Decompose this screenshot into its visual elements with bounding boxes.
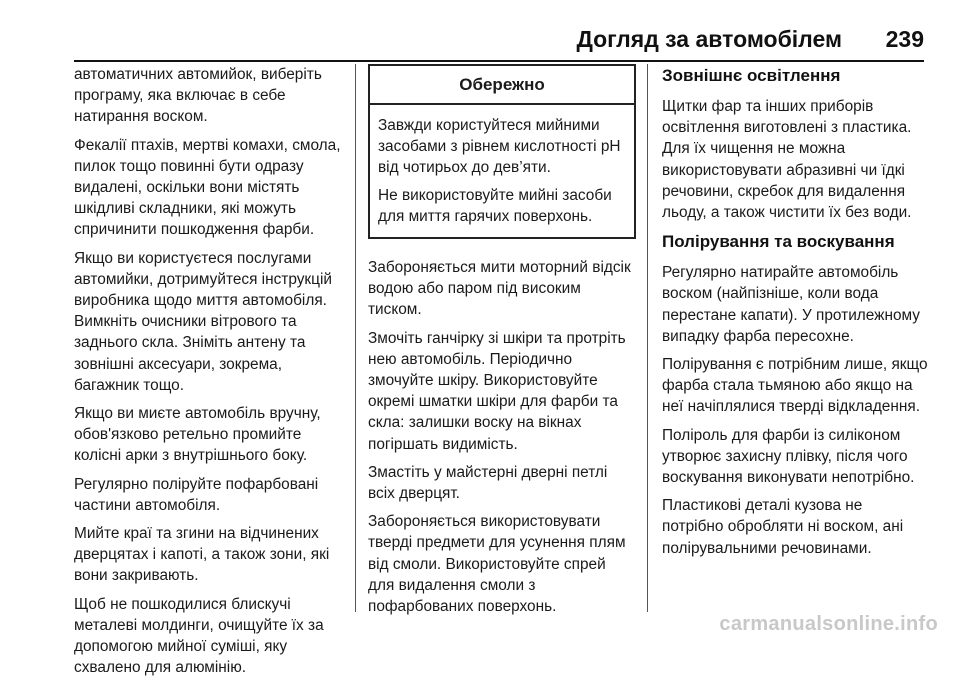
paragraph: Полірування є потрібним лише, якщо фарба стала тьмяною або якщо на неї начіплялися тверді відкладення. (662, 356, 928, 416)
section-heading-polishing: Полірування та воскування (662, 232, 895, 252)
caution-body (370, 105, 634, 237)
column-divider (355, 64, 356, 612)
paragraph: Щоб не пошкодилися блискучі металеві молдинги, очищуйте їх за допомогою мийної суміші, яку схвалено для алюмінію. (74, 595, 324, 677)
paragraph: Якщо ви миєте автомобіль вручну, обов'язково ретельно промийте колісні арки з внутрішнього боку. (74, 405, 321, 465)
caution-title: Обережно (370, 66, 634, 105)
paragraph: Фекалії птахів, мертві комахи, смола, пилок тощо повинні бути одразу видалені, оскільки вони містять шкідливі складники, які можуть спричинити пошкодження фарби. (74, 136, 341, 239)
column-right (662, 64, 928, 566)
paragraph: Змастіть у майстерні дверні петлі всіх дверцят. (368, 463, 608, 503)
column-middle (368, 64, 636, 624)
paragraph: Якщо ви користуєтеся послугами автомийки, дотримуйтеся інструкцій виробника щодо миття автомобіля. Вимкніть очисники вітрового та заднього скла. Зніміть антену та зовнішні аксесуари, зокрема, багажник тощо. (74, 249, 332, 394)
caution-paragraph: Завжди користуйтеся мийними засобами з рівнем кислотності рН від чотирьох до дев’яти. (378, 117, 621, 177)
paragraph: Забороняється використовувати тверді предмети для усунення плям від смоли. Використовуйте спрей для видалення смоли з пофарбованих поверхонь. (368, 513, 626, 616)
caution-box (368, 64, 636, 239)
paragraph: Поліроль для фарби із силіконом утворює захисну плівку, після чого воскування виконувати непотрібно. (662, 426, 915, 487)
paragraph: Змочіть ганчірку зі шкіри та протріть нею автомобіль. Періодично змочуйте шкіру. Використовуйте окремі шматки шкіри для фарби та скла: залишки воску на вікнах погіршать видимість. (368, 329, 626, 453)
paragraph: Забороняється мити моторний відсік водою або паром під високим тиском. (368, 259, 631, 319)
column-left (74, 64, 344, 685)
paragraph: Мийте краї та згини на відчинених дверцятах і капоті, а також зони, які вони закривають. (74, 525, 330, 585)
page-header (74, 18, 924, 62)
header-title: Догляд за автомобілем (576, 26, 842, 52)
section-heading-exterior-lights: Зовнішнє освітлення (662, 66, 841, 85)
caution-paragraph: Не використовуйте мийні засоби для миття гарячих поверхонь. (378, 186, 612, 225)
paragraph: Щитки фар та інших приборів освітлення виготовлені з пластика. Для їх чищення не можна використовувати абразивні чи їдкі речовини, скребок для видалення льоду, а також чистити їх без води. (662, 98, 912, 222)
page-number: 239 (885, 26, 924, 52)
paragraph: Регулярно натирайте автомобіль воском (найпізніше, коли вода перестане капати). У протилежному випадку фарба пересохне. (662, 264, 920, 345)
paragraph: Пластикові деталі кузова не потрібно обробляти ні воском, ані полірувальними речовинами. (662, 497, 904, 557)
column-divider (647, 64, 648, 612)
paragraph: Регулярно поліруйте пофарбовані частини автомобіля. (74, 475, 319, 514)
paragraph: автоматичних автомийок, виберіть програму, яка включає в себе натирання воском. (74, 66, 322, 126)
watermark: carmanualsonline.info (719, 613, 938, 635)
